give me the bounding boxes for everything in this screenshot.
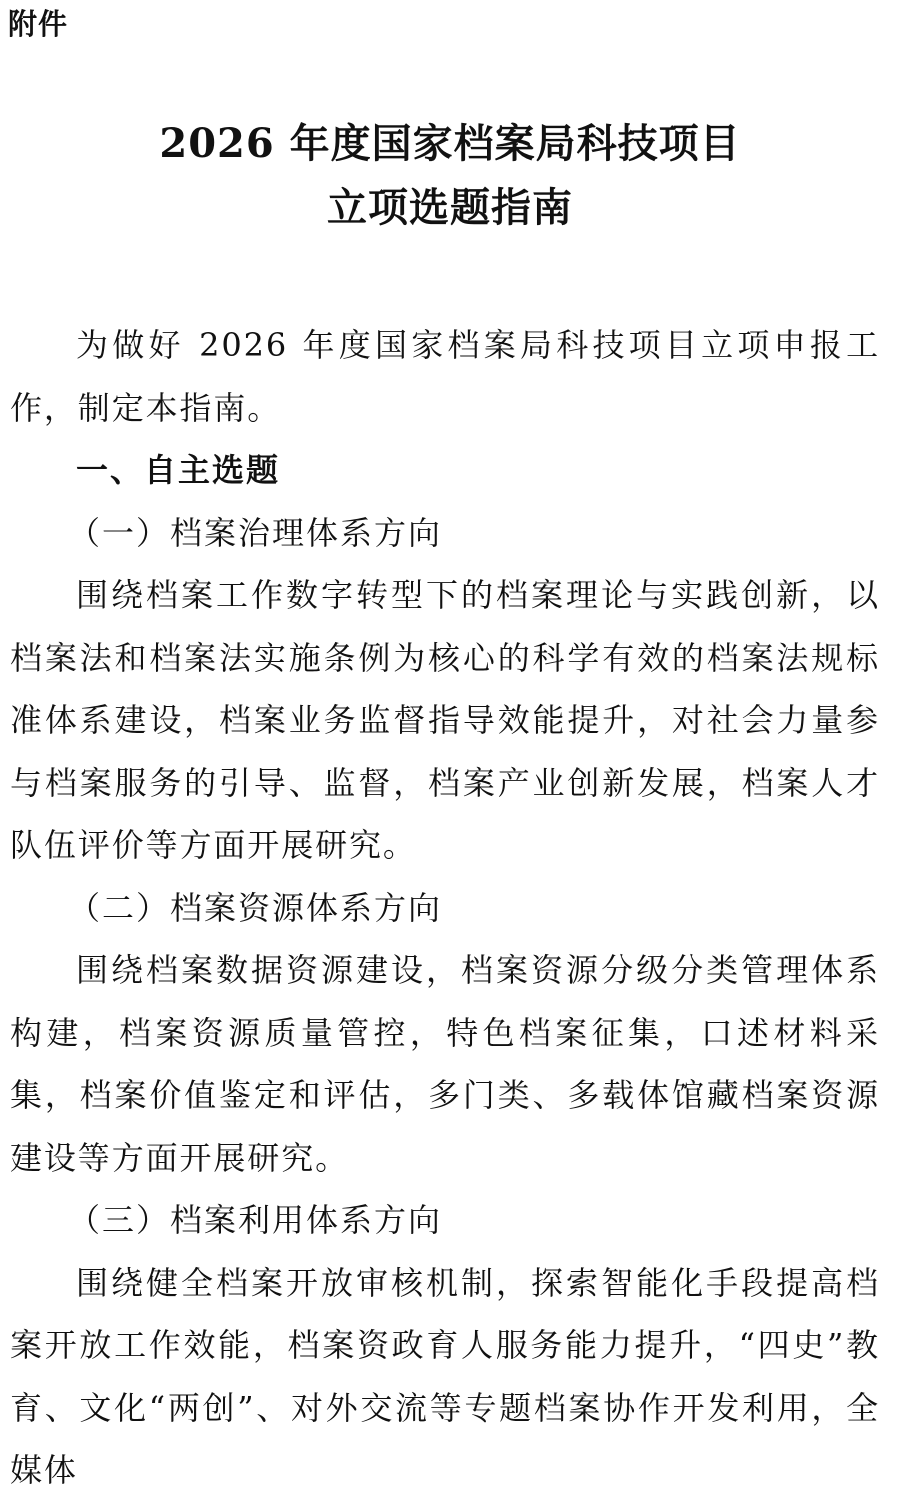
document-title-line1: 2026 年度国家档案局科技项目 bbox=[159, 120, 741, 167]
intro-paragraph: 为做好 2026 年度国家档案局科技项目立项申报工作，制定本指南。 bbox=[10, 326, 880, 427]
subsection-body-governance: 围绕档案工作数字转型下的档案理论与实践创新，以档案法和档案法实施条例为核心的科学有效的档案法规标准体系建设，档案业务监督指导效能提升，对社会力量参与档案服务的引导、监督，档案产业创新发展，档案人才队伍评价等方面开展研究。 bbox=[10, 576, 880, 864]
document-title-line2: 立项选题指南 bbox=[327, 184, 573, 231]
subsection-body-utilization: 围绕健全档案开放审核机制，探索智能化手段提高档案开放工作效能，档案资政育人服务能力提升，“四史”教育、文化“两创”、对外交流等专题档案协作开发利用，全媒体 bbox=[10, 1263, 880, 1489]
subsection-heading-utilization: （三）档案利用体系方向 bbox=[68, 1201, 443, 1239]
document-body bbox=[10, 314, 880, 1502]
subsection-body-resources: 围绕档案数据资源建设，档案资源分级分类管理体系构建，档案资源质量管控，特色档案征集，口述材料采集，档案价值鉴定和评估，多门类、多载体馆藏档案资源建设等方面开展研究。 bbox=[10, 951, 880, 1177]
attachment-label: 附件 bbox=[8, 7, 69, 41]
subsection-heading-resources: （二）档案资源体系方向 bbox=[68, 888, 443, 927]
section-heading-autonomous-topics: 一、自主选题 bbox=[76, 451, 281, 489]
subsection-heading-governance: （一）档案治理体系方向 bbox=[68, 513, 443, 552]
